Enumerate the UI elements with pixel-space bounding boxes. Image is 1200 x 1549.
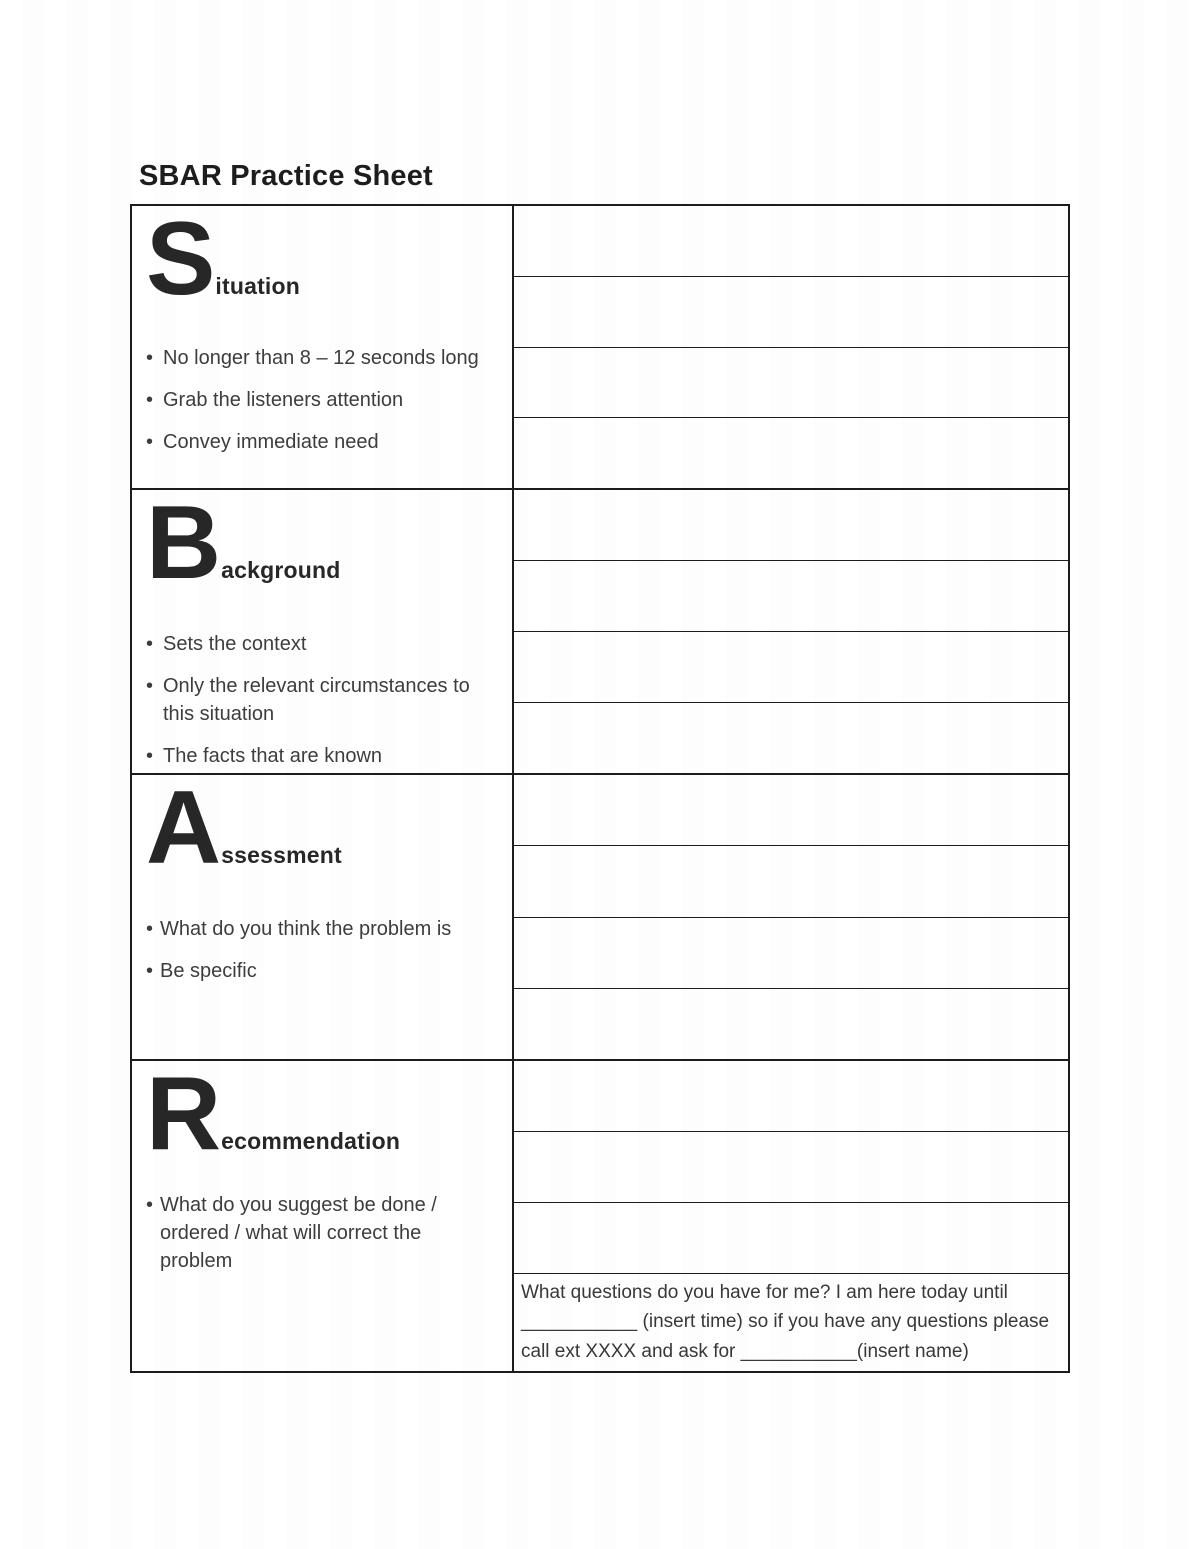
answer-line-row — [514, 632, 1068, 703]
section-situation — [132, 201, 1068, 490]
situation-header-cell — [132, 201, 514, 488]
assessment-heading — [146, 770, 498, 886]
section-recommendation — [132, 1056, 1068, 1371]
bullet-item: • Be specific — [146, 957, 498, 985]
bullet-item: • The facts that are known — [146, 742, 498, 770]
answer-line-row — [514, 775, 1068, 846]
recommendation-label: ecommendation — [221, 1128, 401, 1154]
answer-line-row — [514, 490, 1068, 561]
background-big-letter: B — [146, 485, 220, 601]
bullet-item: • What do you suggest be done / ordered / what will correct the problem — [146, 1191, 498, 1275]
closing-note-cell — [514, 1274, 1068, 1371]
answer-line-row — [514, 418, 1068, 488]
answer-line-row — [514, 348, 1068, 419]
answer-line-row — [514, 206, 1068, 277]
answer-line-row — [514, 918, 1068, 989]
situation-label: ituation — [215, 273, 301, 299]
answer-line-row — [514, 277, 1068, 348]
assessment-big-letter: A — [146, 770, 220, 886]
bullet-item: • Only the relevant circumstances to this situation — [146, 672, 498, 728]
bullet-item: • Sets the context — [146, 630, 498, 658]
background-header-cell — [132, 485, 514, 773]
recommendation-heading — [146, 1056, 498, 1172]
section-background — [132, 485, 1068, 775]
answer-line-row — [514, 1061, 1068, 1132]
assessment-bullet-list — [146, 915, 498, 985]
background-label: ackground — [221, 557, 341, 583]
closing-note-text: What questions do you have for me? I am here today until ___________ (insert time) so if you have any questions please call ext XXXX and ask for ___________(insert name) — [521, 1282, 1050, 1362]
situation-bullet-list — [146, 344, 498, 456]
bullet-item: • Convey immediate need — [146, 428, 498, 456]
recommendation-big-letter: R — [146, 1056, 220, 1172]
assessment-header-cell — [132, 770, 514, 1059]
answer-line-row — [514, 846, 1068, 917]
assessment-label: ssessment — [221, 842, 342, 868]
answer-line-row — [514, 989, 1068, 1059]
answer-line-row — [514, 561, 1068, 632]
assessment-answer-area — [514, 775, 1068, 1059]
bullet-item: • Grab the listeners attention — [146, 386, 498, 414]
recommendation-answer-area — [514, 1061, 1068, 1371]
recommendation-header-cell — [132, 1056, 514, 1371]
bullet-item: • What do you think the problem is — [146, 915, 498, 943]
background-answer-area — [514, 490, 1068, 773]
recommendation-bullet-list — [146, 1191, 498, 1275]
answer-line-row — [514, 1203, 1068, 1274]
situation-heading — [146, 201, 498, 317]
sbar-table — [130, 201, 1070, 1373]
section-assessment — [132, 770, 1068, 1061]
background-heading — [146, 485, 498, 601]
answer-line-row — [514, 1132, 1068, 1203]
page-title: SBAR Practice Sheet — [139, 160, 433, 193]
answer-line-row — [514, 703, 1068, 773]
bullet-item: • No longer than 8 – 12 seconds long — [146, 344, 498, 372]
situation-answer-area — [514, 206, 1068, 488]
situation-big-letter: S — [146, 201, 214, 317]
background-bullet-list — [146, 630, 498, 770]
